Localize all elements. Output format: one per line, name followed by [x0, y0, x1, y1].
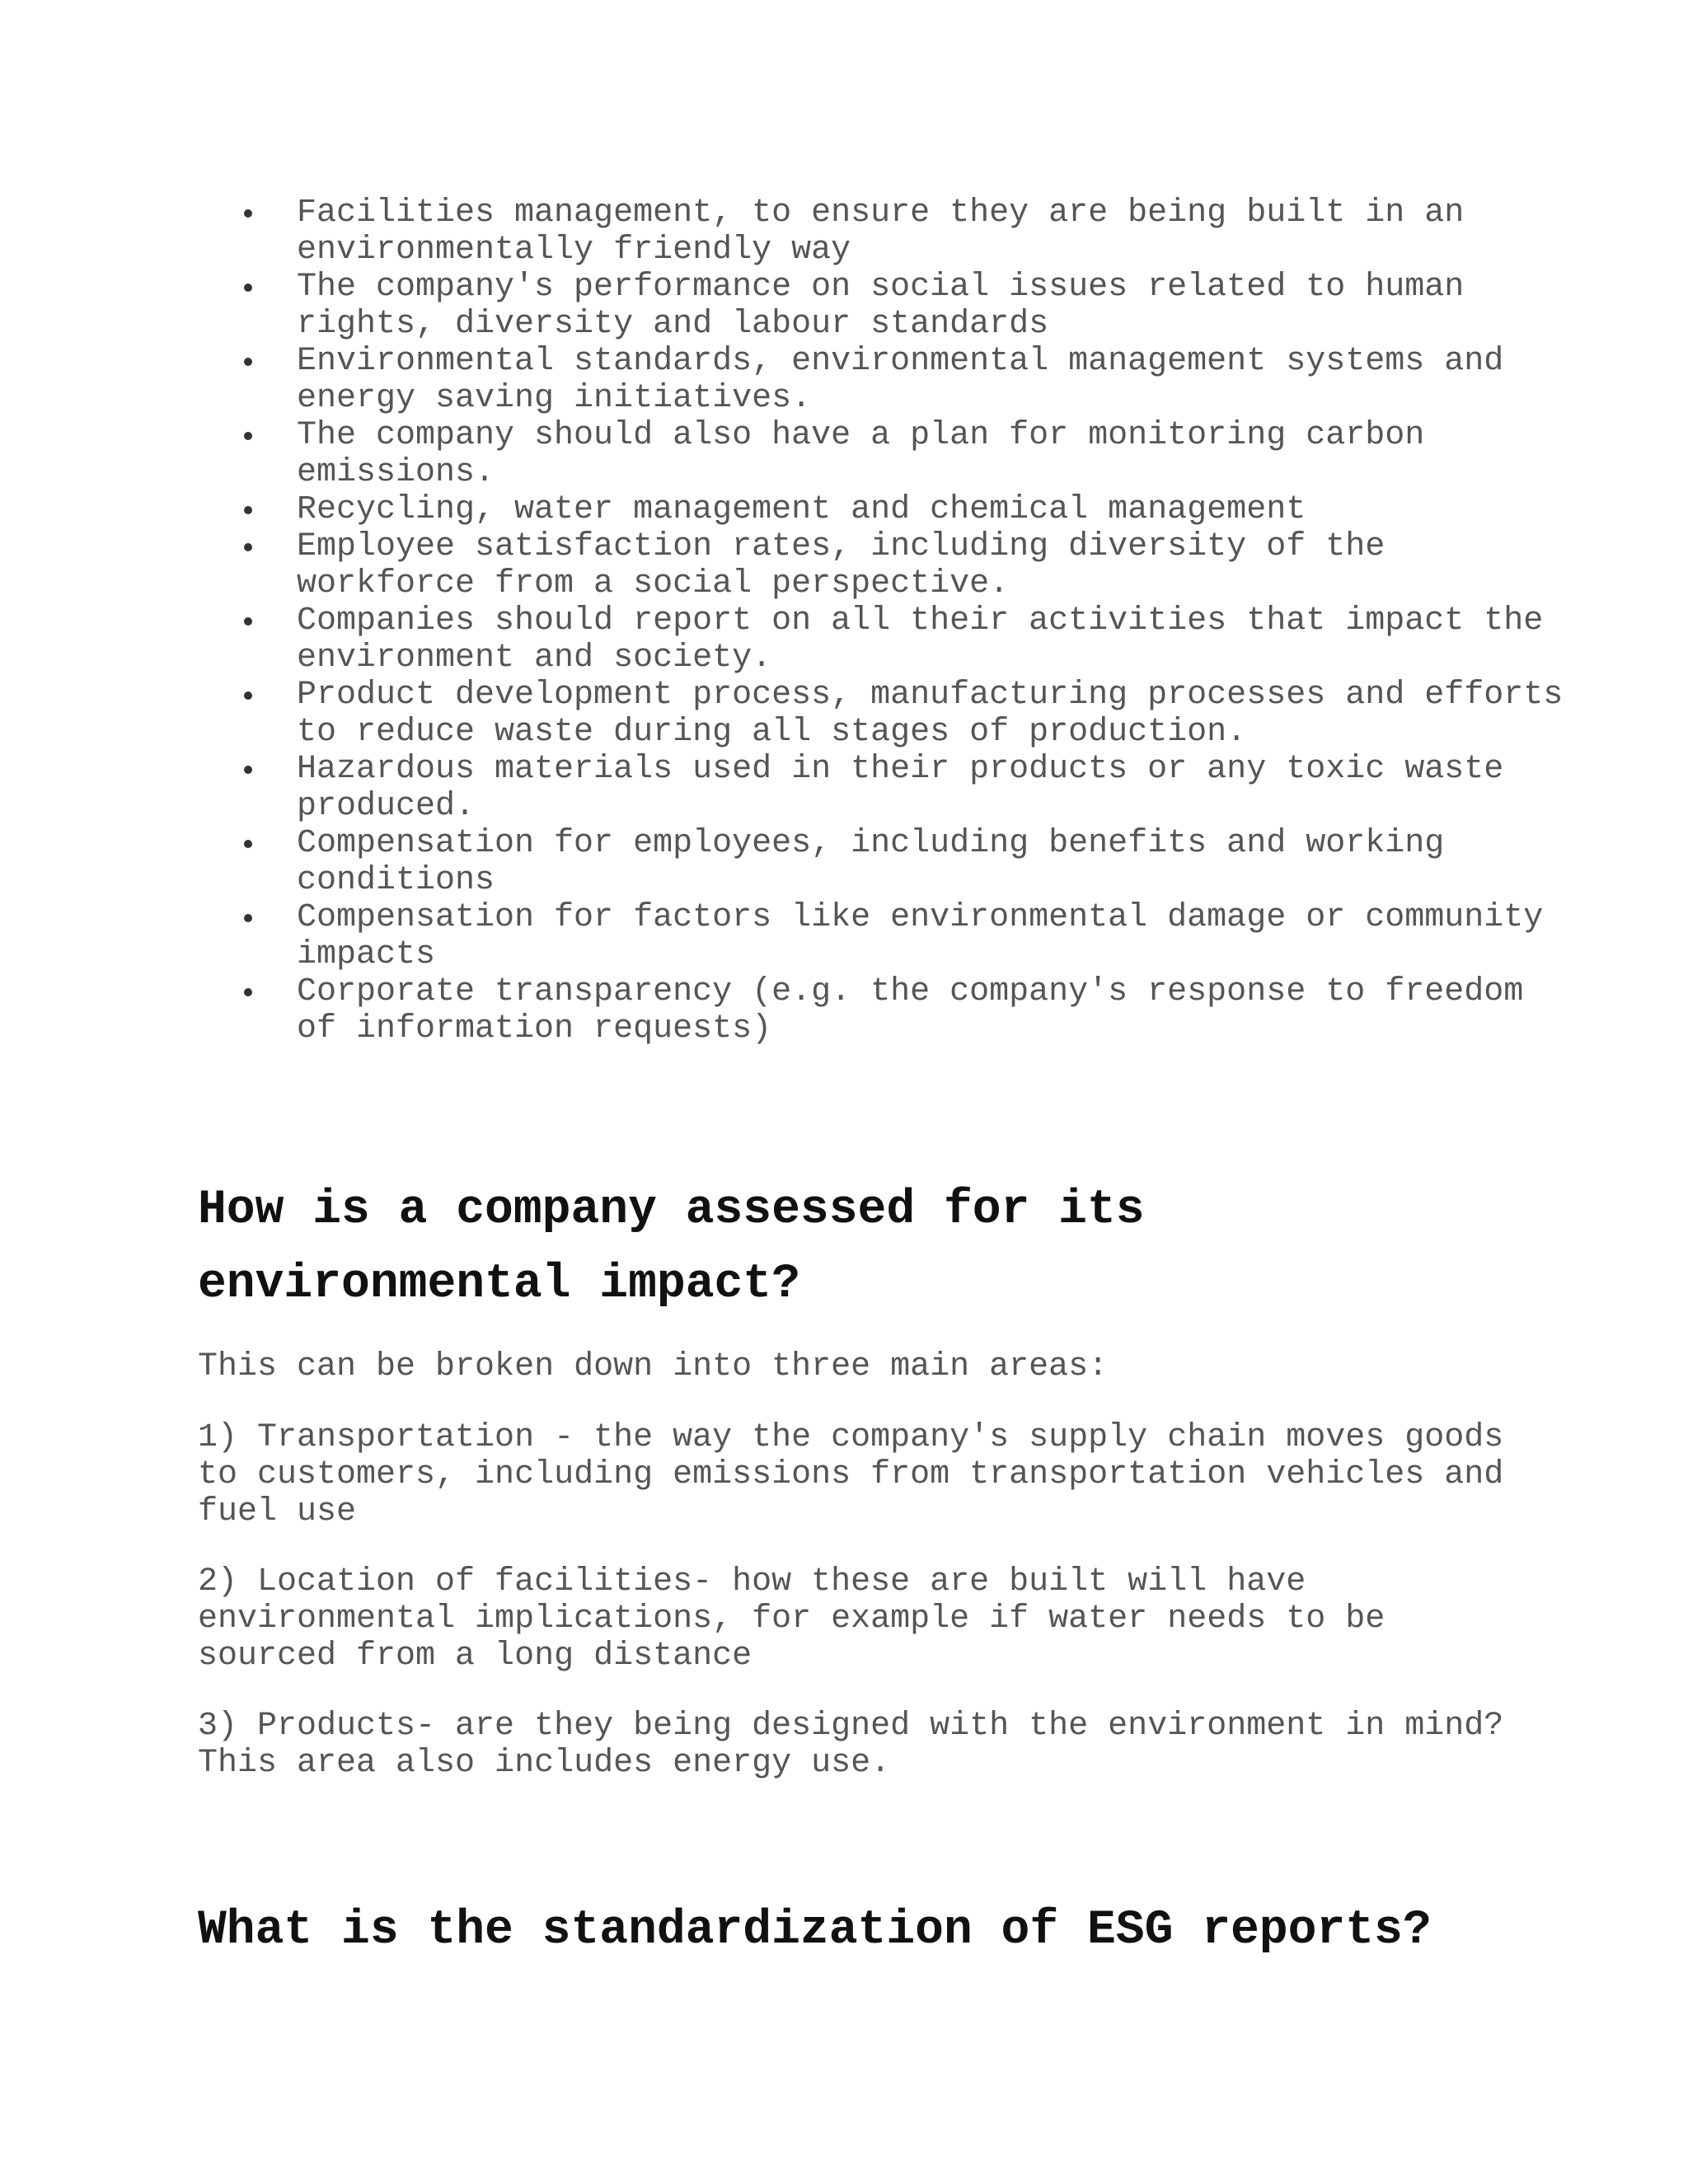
- criteria-bullet-list: [198, 194, 1582, 1047]
- section-heading-esg-standardization: What is the standardization of ESG reports?: [198, 1904, 1432, 1957]
- list-item-text: Employee satisfaction rates, including diversity of the workforce from a social perspective.: [297, 528, 1386, 602]
- bullet-dot-icon: [244, 284, 252, 292]
- list-item: [297, 491, 1582, 528]
- bullet-dot-icon: [244, 209, 252, 218]
- section-heading-environmental-assessment: How is a company assessed for its environmental impact?: [198, 1183, 1145, 1311]
- list-item: [297, 194, 1582, 269]
- bullet-dot-icon: [244, 914, 252, 922]
- section-intro-paragraph: This can be broken down into three main areas:: [198, 1348, 1109, 1385]
- list-item: [297, 417, 1582, 491]
- bullet-dot-icon: [244, 543, 252, 551]
- bullet-dot-icon: [244, 988, 252, 996]
- bullet-dot-icon: [244, 840, 252, 848]
- list-item: [297, 343, 1582, 417]
- list-item: [297, 602, 1582, 677]
- list-item: [297, 528, 1582, 602]
- list-item-text: Companies should report on all their activities that impact the environment and society.: [297, 602, 1544, 677]
- bullet-dot-icon: [244, 432, 252, 440]
- bullet-dot-icon: [244, 691, 252, 700]
- bullet-dot-icon: [244, 766, 252, 774]
- list-item-text: Environmental standards, environmental management systems and energy saving initiatives.: [297, 343, 1504, 417]
- bullet-dot-icon: [244, 617, 252, 626]
- list-item-text: Corporate transparency (e.g. the company's response to freedom of information requests): [297, 973, 1524, 1047]
- list-item-text: Compensation for factors like environmental damage or community impacts: [297, 899, 1544, 973]
- bullet-dot-icon: [244, 506, 252, 514]
- list-item: [297, 751, 1582, 825]
- list-item-text: Hazardous materials used in their products or any toxic waste produced.: [297, 751, 1504, 825]
- list-item: [297, 973, 1582, 1047]
- list-item-text: Facilities management, to ensure they are being built in an environmentally friendly way: [297, 194, 1465, 269]
- paragraph-transportation: 1) Transportation - the way the company's supply chain moves goods to customers, including emissions from transportation vehicles and fuel use: [198, 1419, 1504, 1530]
- list-item-text: Recycling, water management and chemical management: [297, 491, 1306, 528]
- paragraph-location-of-facilities: 2) Location of facilities- how these are built will have environmental implications, for example if water needs to be sourced from a long distance: [198, 1563, 1386, 1675]
- list-item: [297, 677, 1582, 751]
- list-item: [297, 825, 1582, 899]
- paragraph-products: 3) Products- are they being designed with the environment in mind? This area also includes energy use.: [198, 1708, 1504, 1782]
- list-item: [297, 269, 1582, 343]
- list-item-text: The company should also have a plan for monitoring carbon emissions.: [297, 417, 1425, 491]
- list-item-text: Product development process, manufacturing processes and efforts to reduce waste during all stages of production.: [297, 677, 1564, 751]
- bullet-dot-icon: [244, 358, 252, 366]
- list-item-text: Compensation for employees, including benefits and working conditions: [297, 825, 1445, 899]
- list-item-text: The company's performance on social issues related to human rights, diversity and labour standards: [297, 269, 1465, 343]
- list-item: [297, 899, 1582, 973]
